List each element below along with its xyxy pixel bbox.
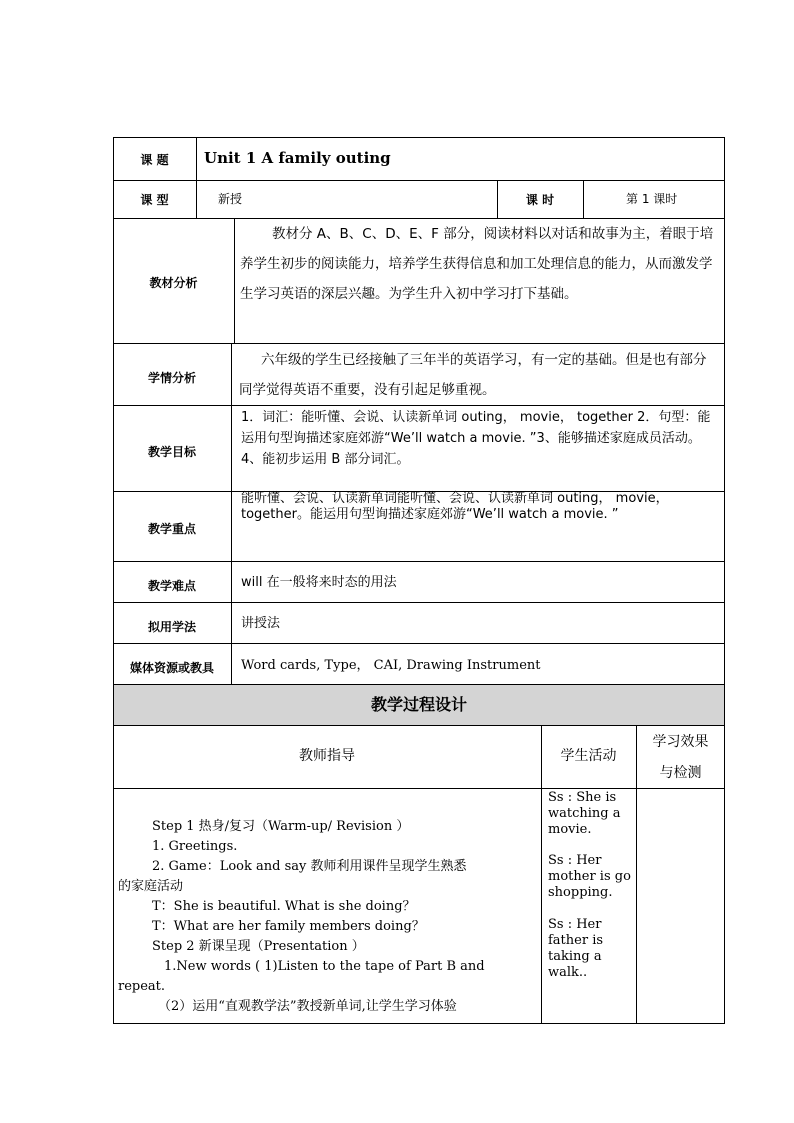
row-divider	[113, 405, 725, 406]
teacher-guidance-header: 教师指导	[299, 748, 355, 764]
effect-header-line1: 学习效果	[652, 734, 709, 750]
student-activity-line: Ss : She is	[548, 790, 617, 805]
key-points-text: 能听懂、会说、认读新单词能听懂、会说、认读新单词 outing， movie， together。能运用句型询描述家庭郊游“We’ll watch a movie. ”	[241, 491, 669, 522]
teacher-line: repeat.	[118, 979, 166, 994]
effect-header-line2: 与检测	[659, 765, 702, 781]
student-activity-line: mother is go	[548, 869, 631, 884]
row-divider	[113, 643, 725, 644]
difficulties-text: will 在一般将来时态的用法	[241, 575, 397, 590]
row-divider	[113, 180, 725, 181]
student-activity-line: Ss : Her	[548, 853, 602, 868]
teacher-line: 的家庭活动	[118, 879, 184, 894]
period-value: 第 1 课时	[626, 192, 678, 206]
col-divider	[231, 343, 232, 684]
students-label: 学情分析	[147, 371, 196, 385]
student-activity-line: movie.	[548, 822, 592, 837]
objectives-label: 教学目标	[147, 445, 196, 459]
key-points-label: 教学重点	[147, 522, 196, 536]
methods-label: 拟用学法	[147, 620, 196, 634]
row-divider	[113, 725, 725, 726]
row-divider	[113, 788, 725, 789]
topic-value: Unit 1 A family outing	[204, 149, 391, 167]
type-value: 新授	[218, 192, 243, 206]
row-divider	[113, 343, 725, 344]
objectives-text: 1．词汇：能听懂、会说、认读新单词 outing， movie， together 2．句型：能运用句型询描述家庭郊游“We’ll watch a movie. ”3、能够描述家庭成员活动。4、能初步运用 B 部分词汇。	[241, 410, 711, 467]
teacher-line: Step 2 新课呈现（Presentation ）	[152, 939, 365, 954]
student-activity-header: 学生活动	[560, 748, 617, 764]
material-text: 教材分 A、B、C、D、E、F 部分，阅读材料以对话和故事为主，着眼于培养学生初步的阅读能力，培养学生获得信息和加工处理信息的能力，从而激发学生学习英语的深层兴趣。为学生升入初中学习打下基础。	[240, 226, 714, 302]
teacher-line: T：What are her family members doing？	[152, 919, 425, 934]
student-activity-line: shopping.	[548, 885, 613, 900]
process-title: 教学过程设计	[370, 695, 467, 714]
student-activity-line: Ss : Her	[548, 917, 602, 932]
row-divider	[113, 561, 725, 562]
student-activity-line: father is	[548, 933, 604, 948]
methods-text: 讲授法	[241, 616, 281, 631]
teacher-line: 2. Game：Look and say 教师利用课件呈现学生熟悉	[152, 859, 467, 874]
student-activity-line: taking a	[548, 949, 602, 964]
teacher-line: 1.New words ( 1)Listen to the tape of Part B and	[164, 959, 485, 974]
teacher-line: Step 1 热身/复习（Warm-up/ Revision ）	[152, 819, 410, 834]
students-text: 六年级的学生已经接触了三年半的英语学习，有一定的基础。但是也有部分同学觉得英语不重要，没有引起足够重视。	[239, 352, 707, 398]
row-divider	[113, 602, 725, 603]
teacher-line: 1. Greetings.	[152, 839, 238, 854]
difficulties-label: 教学难点	[147, 579, 196, 593]
material-label: 教材分析	[149, 276, 198, 290]
student-activity-line: watching a	[548, 806, 621, 821]
col-divider	[234, 218, 235, 343]
teacher-line: T：She is beautiful. What is she doing？	[152, 899, 416, 914]
media-label: 媒体资源或教具	[129, 661, 214, 675]
topic-label: 课 题	[140, 153, 169, 167]
col-divider	[583, 180, 584, 218]
type-label: 课 型	[140, 193, 169, 207]
period-label: 课 时	[525, 193, 555, 207]
media-text: Word cards, Type， CAI, Drawing Instrument	[241, 658, 541, 673]
col-divider	[196, 137, 197, 218]
col-divider	[541, 725, 542, 1024]
student-activity-line: walk..	[548, 965, 588, 980]
teacher-line: （2）运用“直观教学法”教授新单词,让学生学习体验	[158, 999, 457, 1014]
